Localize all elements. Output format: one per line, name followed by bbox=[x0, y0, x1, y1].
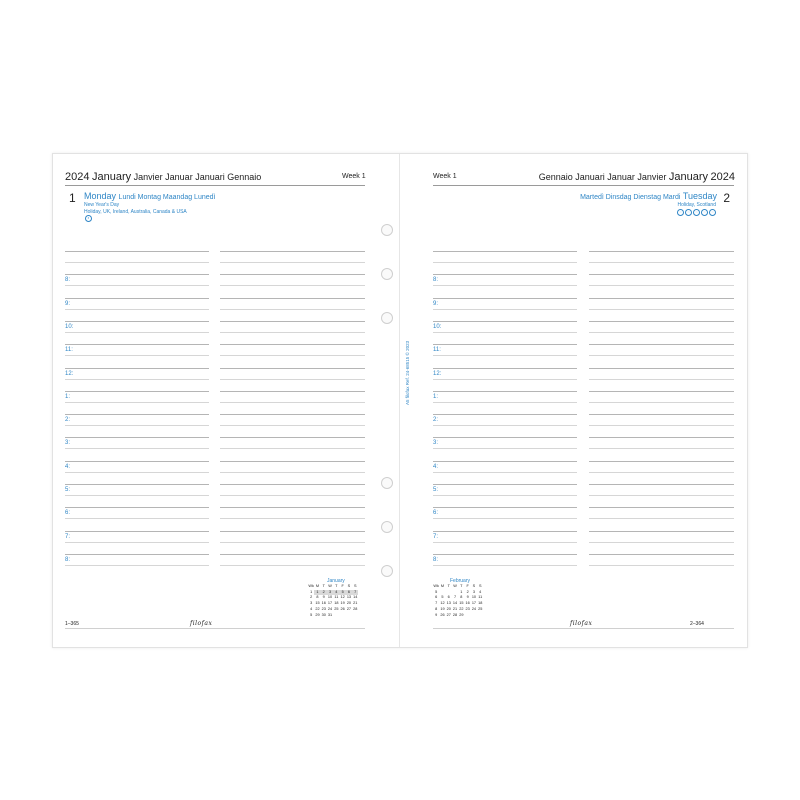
ruled-line bbox=[65, 461, 209, 462]
left-title-rule bbox=[65, 185, 365, 186]
ruled-line bbox=[65, 484, 209, 485]
calendar-header-cell: T bbox=[460, 584, 463, 588]
left-page bbox=[53, 154, 399, 647]
calendar-header-cell: Wk bbox=[433, 584, 439, 588]
calendar-day-cell: 17 bbox=[327, 601, 333, 606]
ruled-line bbox=[433, 437, 577, 438]
hour-label: 7: bbox=[433, 534, 439, 540]
ruled-line bbox=[433, 309, 577, 310]
ruled-line bbox=[220, 414, 365, 415]
ruled-line bbox=[589, 379, 734, 380]
ruled-line bbox=[589, 285, 734, 286]
ruled-line bbox=[65, 391, 209, 392]
hour-label: 5: bbox=[65, 487, 71, 493]
calendar-header-cell: T bbox=[322, 584, 325, 588]
right-week-label: Week 1 bbox=[433, 173, 457, 180]
calendar-day-cell: 11 bbox=[478, 595, 483, 600]
left-year: 2024 bbox=[65, 171, 90, 183]
hour-label: 2: bbox=[433, 417, 439, 423]
ruled-line bbox=[220, 355, 365, 356]
hour-label: 10: bbox=[65, 324, 74, 330]
ruled-line bbox=[433, 262, 577, 263]
hour-label: 3: bbox=[433, 440, 439, 446]
calendar-day-cell: 5 bbox=[339, 590, 345, 596]
calendar-day-cell: 4 bbox=[479, 589, 482, 594]
calendar-day-cell: 18 bbox=[478, 601, 483, 606]
ruled-line bbox=[589, 531, 734, 532]
ruled-line bbox=[433, 461, 577, 462]
vertical-reference-text: A5 filofax Ref. 24-68515 © 2023 bbox=[405, 340, 410, 405]
ruled-line bbox=[589, 262, 734, 263]
left-page-title bbox=[65, 171, 261, 183]
ruled-line bbox=[589, 332, 734, 333]
calendar-day-cell: 28 bbox=[353, 606, 358, 611]
ruled-line bbox=[220, 332, 365, 333]
calendar-day-cell: 27 bbox=[446, 612, 451, 617]
right-title-rule bbox=[433, 185, 734, 186]
ruled-line bbox=[433, 472, 577, 473]
right-brand-logo: filofax bbox=[570, 620, 593, 627]
ruled-line bbox=[589, 542, 734, 543]
ruled-line bbox=[589, 437, 734, 438]
ruled-line bbox=[65, 448, 209, 449]
calendar-day-cell: 25 bbox=[334, 606, 339, 611]
right-mini-calendar-title: February bbox=[450, 578, 471, 584]
ruled-line bbox=[220, 554, 365, 555]
ruled-line bbox=[65, 554, 209, 555]
calendar-day-cell: 29 bbox=[315, 612, 320, 617]
hour-label: 8: bbox=[65, 557, 71, 563]
calendar-week-number: 6 bbox=[435, 595, 438, 600]
ruled-line bbox=[589, 518, 734, 519]
ruled-line bbox=[65, 285, 209, 286]
ruled-line bbox=[220, 262, 365, 263]
calendar-day-cell: 1 bbox=[314, 590, 320, 596]
ruled-line bbox=[220, 321, 365, 322]
calendar-header-cell: Wk bbox=[308, 584, 314, 588]
ruled-line bbox=[220, 437, 365, 438]
ruled-line bbox=[433, 274, 577, 275]
ruled-line bbox=[220, 379, 365, 380]
ruled-line bbox=[433, 495, 577, 496]
calendar-day-cell: 14 bbox=[452, 601, 458, 606]
ruled-line bbox=[433, 344, 577, 345]
ruled-line bbox=[433, 391, 577, 392]
calendar-day-cell: 6 bbox=[346, 590, 352, 596]
ruled-line bbox=[65, 402, 209, 403]
ruled-line bbox=[220, 251, 365, 252]
hour-label: 8: bbox=[433, 277, 439, 283]
ruled-line bbox=[220, 472, 365, 473]
ruled-line bbox=[589, 495, 734, 496]
ruled-line bbox=[589, 402, 734, 403]
binder-hole bbox=[381, 312, 393, 324]
ruled-line bbox=[220, 565, 365, 566]
ruled-line bbox=[220, 495, 365, 496]
calendar-day-cell: 27 bbox=[346, 606, 352, 611]
hour-label: 8: bbox=[65, 277, 71, 283]
hour-label: 7: bbox=[65, 534, 71, 540]
hour-label: 5: bbox=[433, 487, 439, 493]
calendar-day-cell: 31 bbox=[327, 612, 333, 617]
ruled-line bbox=[589, 484, 734, 485]
ruled-line bbox=[589, 274, 734, 275]
calendar-day-cell: 28 bbox=[452, 612, 458, 617]
calendar-week-number: 8 bbox=[435, 606, 438, 611]
ruled-line bbox=[220, 344, 365, 345]
ruled-line bbox=[220, 285, 365, 286]
ruled-line bbox=[65, 274, 209, 275]
left-day-translations: Lundi Montag Maandag Lunedì bbox=[118, 194, 216, 201]
ruled-line bbox=[65, 414, 209, 415]
ruled-line bbox=[589, 251, 734, 252]
calendar-header-cell: T bbox=[447, 584, 450, 588]
ruled-line bbox=[65, 518, 209, 519]
calendar-day-cell: 23 bbox=[321, 606, 326, 611]
ruled-line bbox=[220, 309, 365, 310]
calendar-day-cell: 8 bbox=[460, 595, 463, 600]
calendar-day-cell: 15 bbox=[315, 601, 320, 606]
calendar-day-cell: 7 bbox=[453, 595, 457, 600]
left-week-label: Week 1 bbox=[342, 173, 366, 180]
ruled-line bbox=[220, 461, 365, 462]
ruled-line bbox=[220, 391, 365, 392]
binder-hole bbox=[381, 268, 393, 280]
right-month: January bbox=[668, 171, 708, 183]
ruled-line bbox=[589, 425, 734, 426]
calendar-day-cell: 20 bbox=[446, 606, 451, 611]
ruled-line bbox=[589, 565, 734, 566]
calendar-day-cell: 21 bbox=[452, 606, 458, 611]
ruled-line bbox=[433, 285, 577, 286]
calendar-day-cell: 19 bbox=[340, 601, 345, 606]
hour-label: 6: bbox=[65, 510, 71, 516]
hour-label: 8: bbox=[433, 557, 439, 563]
hour-label: 12: bbox=[433, 371, 442, 377]
calendar-day-cell: 14 bbox=[353, 595, 358, 600]
calendar-day-cell: 16 bbox=[321, 601, 326, 606]
ruled-line bbox=[433, 332, 577, 333]
calendar-day-cell bbox=[352, 613, 358, 619]
calendar-day-cell: 18 bbox=[334, 601, 339, 606]
counter-icon: ◌ bbox=[709, 209, 716, 216]
ruled-line bbox=[589, 391, 734, 392]
ruled-line bbox=[433, 542, 577, 543]
binder-hole bbox=[381, 565, 393, 577]
left-footer-rule bbox=[65, 628, 365, 629]
ruled-line bbox=[65, 379, 209, 380]
counter-icon: ◌ bbox=[677, 209, 684, 216]
right-page bbox=[400, 154, 747, 647]
right-day-translations: Martedì Dinsdag Dienstag Mardi bbox=[580, 194, 681, 201]
calendar-header-cell: S bbox=[472, 584, 476, 588]
calendar-day-cell: 3 bbox=[327, 590, 333, 596]
left-holiday-regions: Holiday, UK, Ireland, Australia, Canada & USA bbox=[84, 209, 187, 215]
calendar-day-cell: 25 bbox=[478, 606, 483, 611]
hour-label: 1: bbox=[65, 394, 71, 400]
hour-label: 11: bbox=[65, 347, 73, 353]
ruled-line bbox=[65, 495, 209, 496]
ruled-line bbox=[65, 565, 209, 566]
binder-hole bbox=[381, 224, 393, 236]
calendar-week-number: 1 bbox=[310, 589, 313, 594]
ruled-line bbox=[220, 484, 365, 485]
calendar-day-cell: 10 bbox=[327, 595, 333, 600]
ruled-line bbox=[589, 321, 734, 322]
hour-label: 1: bbox=[433, 394, 439, 400]
hour-label: 11: bbox=[433, 347, 441, 353]
ruled-line bbox=[65, 355, 209, 356]
ruled-line bbox=[589, 298, 734, 299]
ruled-line bbox=[589, 472, 734, 473]
calendar-week-number: 5 bbox=[310, 612, 313, 617]
calendar-day-cell: 26 bbox=[440, 612, 445, 617]
left-day-name: Monday bbox=[84, 191, 117, 201]
right-year: 2024 bbox=[710, 171, 735, 183]
ruled-line bbox=[433, 425, 577, 426]
calendar-day-cell: 5 bbox=[441, 595, 444, 600]
binder-hole bbox=[381, 521, 393, 533]
ruled-line bbox=[65, 262, 209, 263]
ruled-line bbox=[65, 251, 209, 252]
calendar-day-cell: 22 bbox=[315, 606, 320, 611]
counter-icon: ◌ bbox=[693, 209, 700, 216]
calendar-day-cell: 16 bbox=[465, 601, 470, 606]
calendar-day-cell: 13 bbox=[346, 595, 352, 600]
right-day-heading bbox=[580, 191, 717, 201]
calendar-day-cell: 22 bbox=[459, 606, 464, 611]
calendar-week-number: 3 bbox=[310, 601, 313, 606]
calendar-day-cell: 21 bbox=[353, 601, 358, 606]
moon-phase-icon: ◐ bbox=[85, 215, 92, 222]
calendar-day-cell: 24 bbox=[471, 606, 477, 611]
ruled-line bbox=[65, 368, 209, 369]
ruled-line bbox=[65, 542, 209, 543]
calendar-day-cell: 9 bbox=[322, 595, 325, 600]
calendar-day-cell: 11 bbox=[334, 595, 339, 600]
calendar-header-cell: S bbox=[347, 584, 351, 588]
right-day-number: 2 bbox=[723, 191, 730, 205]
hour-label: 10: bbox=[433, 324, 442, 330]
hour-label: 12: bbox=[65, 371, 74, 377]
calendar-day-cell: 23 bbox=[465, 606, 470, 611]
ruled-line bbox=[65, 507, 209, 508]
calendar-header-cell: T bbox=[335, 584, 338, 588]
left-mini-calendar-title: January bbox=[327, 578, 345, 584]
ruled-line bbox=[433, 298, 577, 299]
ruled-line bbox=[433, 565, 577, 566]
right-day-count-icons bbox=[676, 209, 716, 216]
calendar-day-cell: 4 bbox=[333, 590, 339, 596]
calendar-header-cell: W bbox=[453, 584, 457, 588]
calendar-header-cell: F bbox=[466, 584, 469, 588]
ruled-line bbox=[220, 531, 365, 532]
hour-label: 4: bbox=[433, 464, 439, 470]
calendar-header-cell: S bbox=[353, 584, 357, 588]
ruled-line bbox=[433, 448, 577, 449]
ruled-line bbox=[433, 518, 577, 519]
ruled-line bbox=[65, 309, 209, 310]
calendar-header-cell: W bbox=[328, 584, 332, 588]
calendar-week-number: 4 bbox=[310, 606, 313, 611]
hour-label: 6: bbox=[433, 510, 439, 516]
ruled-line bbox=[65, 321, 209, 322]
left-month-translations: Janvier Januar Januari Gennaio bbox=[133, 172, 262, 182]
ruled-line bbox=[589, 414, 734, 415]
calendar-header-cell: M bbox=[440, 584, 445, 588]
ruled-line bbox=[220, 542, 365, 543]
ruled-line bbox=[65, 425, 209, 426]
ruled-line bbox=[220, 518, 365, 519]
left-day-number: 1 bbox=[69, 191, 76, 205]
calendar-day-cell: 30 bbox=[321, 612, 326, 617]
ruled-line bbox=[589, 309, 734, 310]
ruled-line bbox=[65, 531, 209, 532]
ruled-line bbox=[220, 425, 365, 426]
calendar-day-cell: 6 bbox=[447, 595, 450, 600]
ruled-line bbox=[433, 554, 577, 555]
ruled-line bbox=[589, 368, 734, 369]
ruled-line bbox=[589, 507, 734, 508]
binder-hole bbox=[381, 477, 393, 489]
left-day-heading bbox=[84, 191, 215, 201]
ruled-line bbox=[433, 507, 577, 508]
ruled-line bbox=[220, 507, 365, 508]
calendar-day-cell: 2 bbox=[321, 590, 327, 596]
right-page-title bbox=[539, 171, 735, 183]
hour-label: 9: bbox=[65, 301, 71, 307]
left-mini-calendar bbox=[308, 584, 358, 618]
ruled-line bbox=[433, 531, 577, 532]
left-month: January bbox=[92, 171, 132, 183]
ruled-line bbox=[433, 484, 577, 485]
ruled-line bbox=[433, 402, 577, 403]
ruled-line bbox=[220, 448, 365, 449]
calendar-header-cell: S bbox=[478, 584, 482, 588]
hour-label: 3: bbox=[65, 440, 71, 446]
ruled-line bbox=[433, 368, 577, 369]
calendar-header-cell: M bbox=[315, 584, 320, 588]
calendar-day-cell: 7 bbox=[352, 590, 358, 596]
ruled-line bbox=[65, 437, 209, 438]
counter-icon: ◌ bbox=[701, 209, 708, 216]
calendar-day-cell: 1 bbox=[460, 589, 463, 594]
ruled-line bbox=[65, 344, 209, 345]
ruled-line bbox=[589, 355, 734, 356]
calendar-day-cell bbox=[477, 613, 483, 619]
hour-label: 2: bbox=[65, 417, 71, 423]
ruled-line bbox=[220, 368, 365, 369]
ruled-line bbox=[589, 448, 734, 449]
counter-icon: ◌ bbox=[685, 209, 692, 216]
calendar-day-cell: 15 bbox=[459, 601, 464, 606]
calendar-day-cell: 10 bbox=[471, 595, 477, 600]
ruled-line bbox=[220, 274, 365, 275]
left-page-number: 1–365 bbox=[65, 621, 79, 627]
calendar-day-cell: 29 bbox=[459, 612, 464, 617]
right-footer-rule bbox=[433, 628, 734, 629]
ruled-line bbox=[220, 298, 365, 299]
hour-label: 9: bbox=[433, 301, 439, 307]
ruled-line bbox=[65, 332, 209, 333]
planner-spread bbox=[52, 153, 748, 648]
calendar-day-cell: 19 bbox=[440, 606, 445, 611]
right-month-translations: Gennaio Januari Januar Janvier bbox=[538, 172, 667, 182]
calendar-day-cell: 24 bbox=[327, 606, 333, 611]
ruled-line bbox=[589, 554, 734, 555]
calendar-day-cell: 26 bbox=[340, 606, 345, 611]
right-page-number: 2–364 bbox=[690, 621, 704, 627]
calendar-day-cell: 12 bbox=[440, 601, 445, 606]
calendar-header-cell: F bbox=[341, 584, 344, 588]
calendar-day-cell: 17 bbox=[471, 601, 477, 606]
calendar-day-cell: 8 bbox=[316, 595, 319, 600]
ruled-line bbox=[433, 355, 577, 356]
ruled-line bbox=[433, 251, 577, 252]
right-day-name: Tuesday bbox=[682, 191, 717, 201]
left-holiday-name: New Year's Day bbox=[84, 202, 120, 208]
ruled-line bbox=[433, 379, 577, 380]
ruled-line bbox=[433, 414, 577, 415]
calendar-day-cell: 20 bbox=[346, 601, 352, 606]
ruled-line bbox=[589, 344, 734, 345]
right-mini-calendar bbox=[433, 584, 483, 618]
calendar-day-cell: 9 bbox=[466, 595, 469, 600]
calendar-day-cell: 2 bbox=[466, 589, 469, 594]
calendar-day-cell: 13 bbox=[446, 601, 451, 606]
left-brand-logo: filofax bbox=[190, 620, 213, 627]
ruled-line bbox=[589, 461, 734, 462]
ruled-line bbox=[65, 472, 209, 473]
calendar-week-number: 9 bbox=[435, 612, 438, 617]
ruled-line bbox=[65, 298, 209, 299]
hour-label: 4: bbox=[65, 464, 71, 470]
calendar-week-number: 5 bbox=[435, 589, 438, 594]
calendar-day-cell: 12 bbox=[340, 595, 345, 600]
ruled-line bbox=[433, 321, 577, 322]
right-holiday-regions: Holiday, Scotland bbox=[677, 202, 716, 208]
ruled-line bbox=[220, 402, 365, 403]
calendar-week-number: 2 bbox=[310, 595, 313, 600]
calendar-day-cell: 3 bbox=[472, 589, 475, 594]
calendar-week-number: 7 bbox=[435, 601, 438, 606]
left-moon-phase bbox=[84, 215, 92, 222]
